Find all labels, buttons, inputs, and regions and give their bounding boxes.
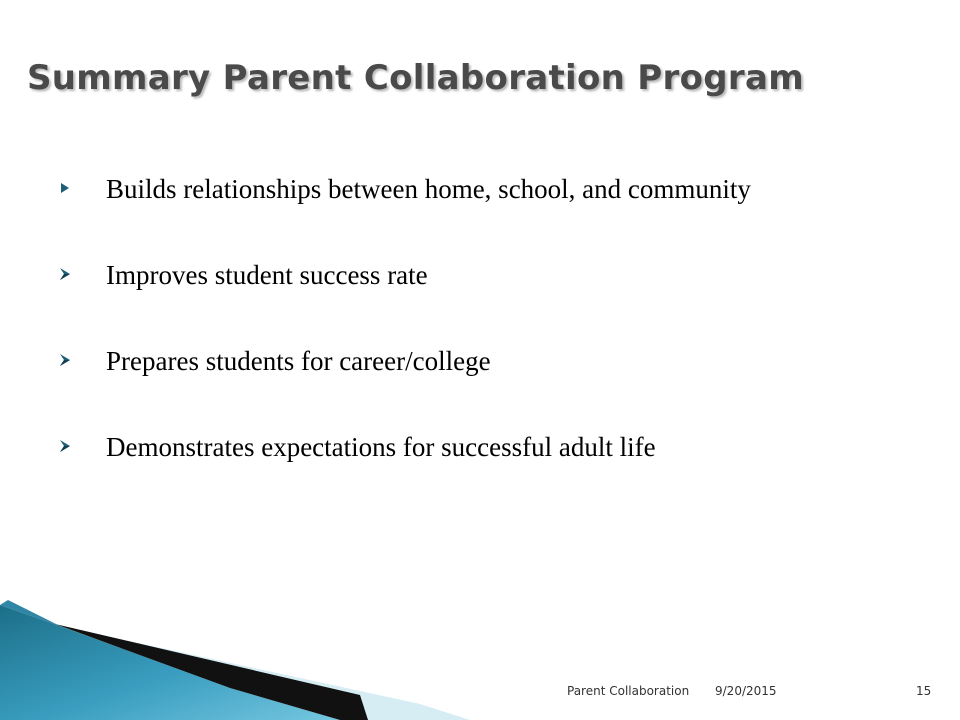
bullet-text: Builds relationships between home, school, and community	[106, 174, 751, 204]
bullet-text: Prepares students for career/college	[106, 346, 491, 376]
slide-title: Summary Parent Collaboration Program	[27, 58, 804, 98]
chevron-bullet-icon	[58, 262, 76, 286]
bullet-list	[58, 170, 918, 466]
bullet-item	[58, 256, 918, 294]
page-number: 15	[916, 684, 932, 698]
footer-date: 9/20/2015	[715, 684, 777, 698]
chevron-bullet-icon	[58, 434, 76, 458]
footer-text: Parent Collaboration	[567, 684, 690, 698]
triangle-bullet-icon	[58, 176, 76, 200]
bullet-item	[58, 170, 918, 208]
bullet-text: Improves student success rate	[106, 260, 428, 290]
bullet-item	[58, 342, 918, 380]
chevron-bullet-icon	[58, 348, 76, 372]
bullet-item	[58, 428, 918, 466]
bullet-text: Demonstrates expectations for successful adult life	[106, 432, 656, 462]
